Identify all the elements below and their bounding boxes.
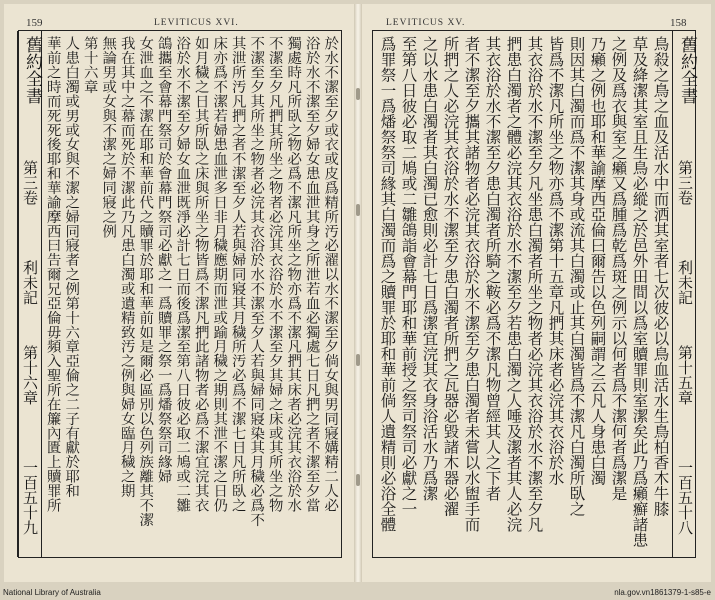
sidebar-volume: 第三卷 [21, 160, 39, 205]
page-number: 159 [26, 17, 43, 29]
text-column: 華前之時而死死後耶和華諭摩西曰告爾兄亞倫毋頻入聖所在簾內匱上贖罪所 [44, 36, 61, 513]
left-sidebar [18, 30, 42, 558]
text-column: 則因其白濁而爲不潔其身或流其白濁或止其白濁皆爲不潔凡白濁所臥之 [567, 36, 586, 517]
text-column: 其衣浴於水不潔至夕患白濁者所騎之鞍必爲不潔凡物曾經其人之下者 [483, 36, 502, 501]
text-column: 第十六章 [81, 36, 98, 94]
text-column: 鴿攜至會幕門祭司於會幕門祭司必獻之一爲贖罪之祭一爲燔祭祭司緣婦 [155, 36, 172, 484]
sidebar-page-number: 一百五十八 [676, 460, 694, 535]
text-column: 人患白濁或男或女與不潔之婦同寢者之例第十六章亞倫之二子有獻於耶和 [63, 36, 80, 498]
text-column: 獨處時凡所臥之物必爲不潔凡所坐之物亦爲不潔凡捫其床者必浣其衣浴於水 [285, 36, 302, 513]
running-title: LEVITICUS XV. [386, 18, 466, 28]
text-column: 無論男或女與不潔之婦同寢之例 [100, 36, 117, 239]
text-column: 爲罪祭一爲燔祭祭司緣其白濁而爲之贖罪於耶和華前倘人遺精則必浴全體 [378, 36, 397, 532]
sidebar-title: 舊約全書 [677, 36, 697, 104]
text-column: 其泄所汚凡捫之者不潔至夕人若與婦同寢其月穢所汚必爲不潔七日凡所臥之 [229, 36, 246, 513]
footer-identifier: nla.gov.vn1861379-1-s85-e [614, 588, 711, 597]
text-column: 所捫之人必浣其衣浴於水不潔至夕患白濁者所捫之瓦器必毀諸木器必濯 [441, 36, 460, 517]
text-column: 其衣浴於水不潔至夕凡坐患白濁者所坐之物者必浣其衣浴於水不潔至夕凡 [525, 36, 544, 532]
text-column: 於水不潔至夕或衣或皮爲精所汚必濯以水不潔至夕倘女與男同寢媾精二人必 [322, 36, 339, 513]
text-column: 我在其中之幕而死於不潔此乃凡患白濁或遺精致汚之例與婦女臨月穢之期 [118, 36, 135, 498]
text-column: 者不潔至夕攜其諸物者必浣其衣浴於水不潔至夕患白濁者未嘗以水盥手而 [462, 36, 481, 532]
text-column: 皆爲不潔凡所坐之物亦爲不潔第十五章凡捫其床者必浣其衣浴於水 [546, 36, 565, 486]
sidebar-book: 利未記 [676, 260, 694, 305]
sidebar-book: 利未記 [21, 260, 39, 305]
right-page [360, 4, 711, 582]
page-number: 158 [670, 17, 687, 29]
text-column: 床亦爲不潔若婦患血泄多日非月穢應期而泄或踰月穢之期則其泄不潔之日仍 [211, 36, 228, 513]
book-spread [4, 4, 711, 582]
text-column: 女泄血之不潔在耶和華前代之贖罪於耶和華前如是爾必區別以色列族離其不潔 [137, 36, 154, 527]
footer [0, 588, 715, 600]
text-column: 草及絳潔其室且生鳥必縱之於邑外田間以爲室贖罪則室潔矣此乃爲癩癬諸患 [630, 36, 649, 548]
text-column: 如月穢之日其所臥之床與所坐之物皆爲不潔凡捫此諸物者必爲不潔宜浣其衣 [192, 36, 209, 513]
footer-credit: National Library of Australia [3, 588, 101, 597]
text-column: 鳥殺之鳥之血及活水中而洒其室者七次彼必以鳥血活水生鳥柏香木牛膝 [651, 36, 670, 517]
text-column: 至第八日彼必取二鳩或二雛鴿詣會幕門耶和華前授之祭司祭司必獻之一 [399, 36, 418, 517]
text-column: 不潔至夕其所坐之物者必浣其衣浴於水不潔至夕人若與婦同寢染其月穢必爲不 [248, 36, 265, 527]
text-column: 不潔至夕凡捫其所坐之物者必浣其衣浴於水不潔至夕其婦之床或其所坐之物 [266, 36, 283, 513]
sidebar-volume: 第三卷 [676, 160, 694, 205]
running-title: LEVITICUS XVI. [154, 18, 239, 28]
text-column: 之以水患白濁者其白濁已愈則必計七日爲潔宜浣其衣身浴活水乃爲潔 [420, 36, 439, 501]
sidebar-chapter: 第十五章 [676, 345, 694, 405]
sidebar-title: 舊約全書 [22, 36, 42, 104]
text-column: 之例及爲衣與室之癩又爲腫爲乾爲斑之例示以何者爲不潔何者爲潔是 [609, 36, 628, 501]
text-column: 乃癩之例也耶和華諭摩西亞倫曰爾告以色列嗣謂之云凡人身患白濁 [588, 36, 607, 486]
sidebar-page-number: 一百五十九 [21, 460, 39, 535]
left-page [4, 4, 356, 582]
sidebar-chapter: 第十六章 [21, 345, 39, 405]
right-sidebar [672, 30, 696, 558]
text-column: 捫患白濁者之體必浣其衣浴於水不潔至夕若患白濁之人唾及潔者其人必浣 [504, 36, 523, 532]
text-column: 浴於水不潔至夕婦女血泄既淨必計七日而後爲潔至第八日彼必取二鳩或二雛 [174, 36, 191, 513]
text-column: 浴於水不潔至夕婦女患血泄其身之所泄若血必獨處七日凡捫之者不潔至夕當 [303, 36, 320, 513]
